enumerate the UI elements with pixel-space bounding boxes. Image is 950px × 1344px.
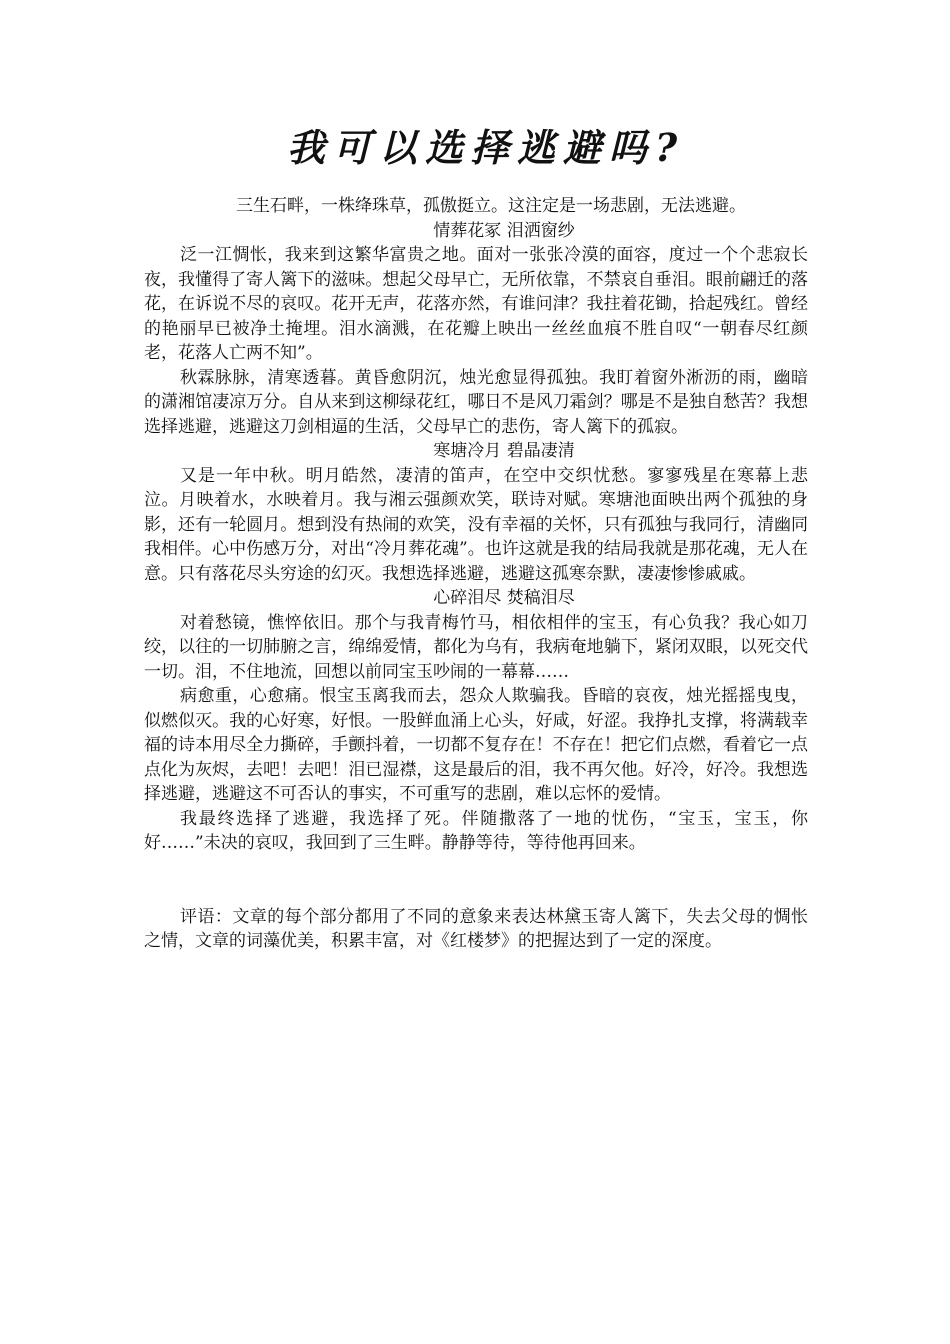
page-title: 我可以选择逃避吗? <box>286 125 686 170</box>
document-page <box>144 120 808 954</box>
paragraph: 又是一年中秋。明月皓然，凄清的笛声，在空中交织忧愁。寥寥残星在寒幕上悲泣。月映着水，水映着月。我与湘云强颜欢笑，联诗对赋。寒塘池面映出两个孤独的身影，还有一轮圆月。想到没有热闹的欢笑，没有幸福的关怀，只有孤独与我同行，清幽同我相伴。心中伤感万分，对出“冷月葬花魂”。也许这就是我的结局我就是那花魂，无人在意。只有落花尽头穷途的幻灭。我想选择逃避，逃避这孤寒奈默，凄凄惨惨戚戚。 <box>144 465 808 584</box>
paragraph: 病愈重，心愈痛。恨宝玉离我而去，怨众人欺骗我。昏暗的哀夜，烛光摇摇曳曳，似燃似灭。我的心好寒，好恨。一股鲜血涌上心头，好咸，好涩。我挣扎支撑，将满载幸福的诗本用尽全力撕碎，手颤抖着，一切都不复存在！不存在！把它们点燃，看着它一点点化为灰烬，去吧！去吧！泪已湿襟，这是最后的泪，我不再欠他。好冷，好冷。我想选择逃避，逃避这不可否认的事实，不可重写的悲剧，难以忘怀的爱情。 <box>144 686 808 804</box>
spacer <box>144 856 808 905</box>
teacher-comment: 评语：文章的每个部分都用了不同的意象来表达林黛玉寄人篱下，失去父母的惆怅之情，文章的词藻优美，积累丰富，对《红楼梦》的把握达到了一定的深度。 <box>144 906 808 951</box>
paragraph: 我最终选择了逃避，我选择了死。伴随撒落了一地的忧伤，“宝玉，宝玉，你好……”未决的哀叹，我回到了三生畔。静静等待，等待他再回来。 <box>144 808 808 853</box>
paragraph: 秋霖脉脉，清寒透暮。黄昏愈阴沉，烛光愈显得孤独。我盯着窗外淅沥的雨，幽暗的潇湘馆凄凉万分。自从来到这柳绿花红，哪日不是风刀霜剑？哪是不是独自愁苦？我想选择逃避，逃避这刀剑相逼的生活，父母早亡的悲伤，寄人篱下的孤寂。 <box>144 367 808 437</box>
section-heading-2: 寒塘冷月 碧晶凄清 <box>433 441 575 461</box>
section-heading-1: 情葬花冢 泪洒窗纱 <box>433 220 575 241</box>
section-heading-3: 心碎泪尽 焚稿泪尽 <box>433 588 575 608</box>
paragraph: 泛一江惆怅，我来到这繁华富贵之地。面对一张张冷漠的面容，度过一个个悲寂长夜，我懂得了寄人篱下的滋味。想起父母早亡，无所依靠，不禁哀自垂泪。眼前翩迁的落花，在诉说不尽的哀叹。花开无声，花落亦然，有谁问津？我拄着花锄，拾起残红。曾经的艳丽早已被净土掩埋。泪水滴溅，在花瓣上映出一丝丝血痕不胜自叹“一朝春尽红颜老，花落人亡两不知”。 <box>144 245 808 363</box>
paragraph: 对着愁镜，憔悴依旧。那个与我青梅竹马，相依相伴的宝玉，有心负我？我心如刀绞，以往的一切肺腑之言，绵绵爱情，都化为乌有，我病奄地躺下，紧闭双眼，以死交代一切。泪，不住地流，回想以前同宝玉吵闹的一幕幕…… <box>144 612 808 682</box>
subtitle: 三生石畔，一株绛珠草，孤傲挺立。这注定是一场悲剧，无法逃避。 <box>236 196 746 216</box>
